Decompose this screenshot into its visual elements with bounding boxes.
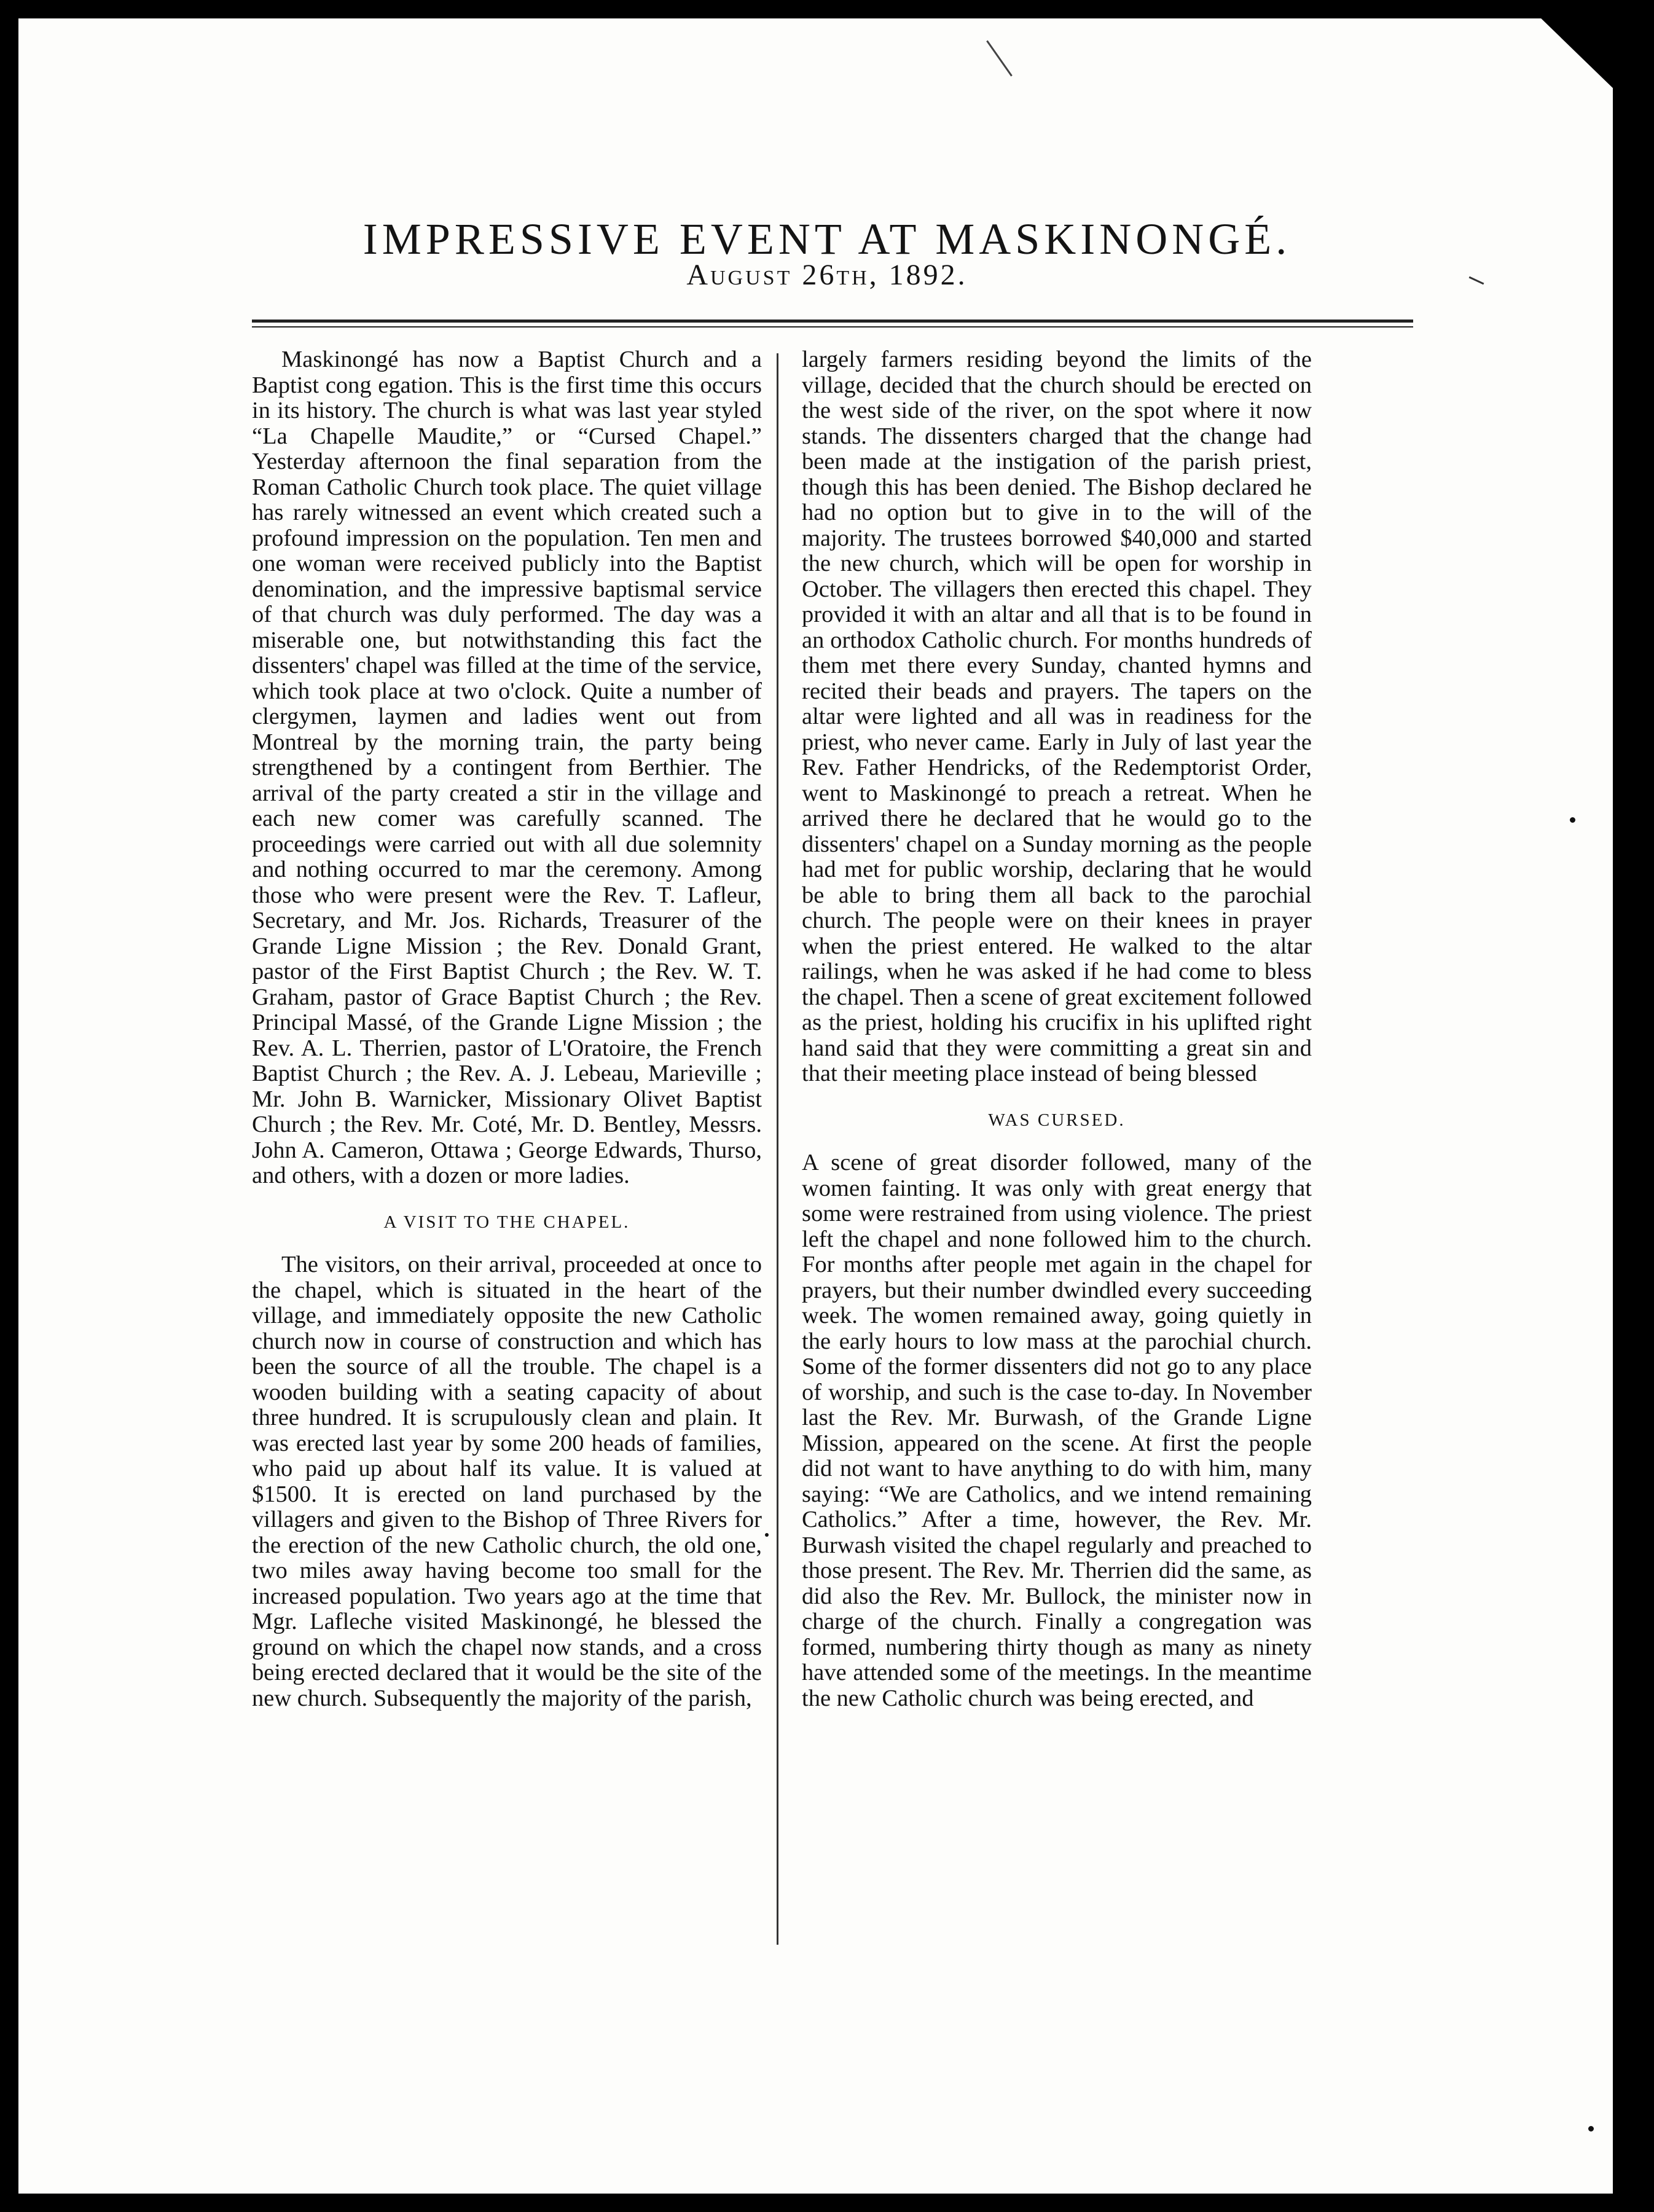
left-paragraph-2: The visitors, on their arrival, proceeded at once to the chapel, which is situated in the heart of the village, and immediately opposite the new Catholic church now in course of construction and which has been the source of all the trouble. The chapel is a wooden building with a seating capacity of about three hundred. It is scrupulously clean and plain. It was erected last year by some 200 heads of families, who paid up about half its value. It is valued at $1500. It is erected on land purchased by the villagers and given to the Bishop of Three Rivers for the erection of the new Catholic church, the old one, two miles away having become too small for the increased population. Two years ago at the time that Mgr. Lafleche visited Maskinongé, he blessed the ground on which the chapel now stands, and a cross being erected declared that it would be the site of the new church. Subsequently the majority of the parish,: [252, 1252, 762, 1711]
article-title: IMPRESSIVE EVENT AT MASKINONGÉ.: [363, 214, 1291, 264]
left-paragraph-1: Maskinongé has now a Baptist Church and a Baptist cong egation. This is the first time this occurs in its history. The church is what was last year styled “La Chapelle Maudite,” or “Cursed Chapel.” Yesterday afternoon the final separation from the Roman Catholic Church took place. The quiet village has rarely witnessed an event which created such a profound impression on the population. Ten men and one woman were received publicly into the Baptist denomination, and the impressive baptismal service of that church was duly performed. The day was a miserable one, but notwithstanding this fact the dissenters' chapel was filled at the time of the service, which took place at two o'clock. Quite a number of clergymen, laymen and ladies went out from Montreal by the morning train, the party being strengthened by a contingent from Berthier. The arrival of the party created a stir in the village and each new comer was carefully scanned. The proceedings were carried out with all due solemnity and nothing occurred to mar the ceremony. Among those who were present were the Rev. T. Lafleur, Secretary, and Mr. Jos. Richards, Treasurer of the Grande Ligne Mission ; the Rev. Donald Grant, pastor of the First Baptist Church ; the Rev. W. T. Graham, pastor of Grace Baptist Church ; the Rev. Principal Massé, of the Grande Ligne Mission ; the Rev. A. L. Therrien, pastor of L'Oratoire, the French Baptist Church ; the Rev. A. J. Lebeau, Marieville ; Mr. John B. Warnicker, Missionary Olivet Baptist Church ; the Rev. Mr. Coté, Mr. D. Bentley, Messrs. John A. Cameron, Ottawa ; George Edwards, Thurso, and others, with a dozen or more ladies.: [252, 347, 762, 1188]
right-paragraph-1: largely farmers residing beyond the limits of the village, decided that the church should be erected on the west side of the river, on the spot where it now stands. The dissenters charged that the change had been made at the instigation of the parish priest, though this has been denied. The Bishop declared he had no option but to give in to the will of the majority. The trustees borrowed $40,000 and started the new church, which will be open for worship in October. The villagers then erected this chapel. They provided it with an altar and all that is to be found in an orthodox Catholic church. For months hundreds of them met there every Sunday, chanted hymns and recited their beads and prayers. The tapers on the altar were lighted and all was in readiness for the priest, who never came. Early in July of last year the Rev. Father Hendricks, of the Redemptorist Order, went to Maskinongé to preach a retreat. When he arrived there he declared that he would go to the dissenters' chapel on a Sunday morning as the people had met for public worship, declaring that he would be able to bring them all back to the parochial church. The people were on their knees in prayer when the priest entered. He walked to the altar railings, when he was asked if he had come to bless the chapel. Then a scene of great excitement followed as the priest, holding his crucifix in his uplifted right hand said that they were committing a great sin and that their meeting place instead of being blessed: [802, 347, 1312, 1086]
left-column: [252, 347, 762, 1711]
scan-speck: [1588, 2126, 1594, 2132]
subheading-visit-chapel: A VISIT TO THE CHAPEL.: [383, 1212, 630, 1232]
subheading-was-cursed: WAS CURSED.: [988, 1110, 1126, 1130]
scan-speck: [1570, 817, 1575, 823]
header-rule-thin: [252, 326, 1413, 327]
column-divider: [777, 353, 778, 1945]
right-column: [802, 347, 1312, 1711]
article-date: August 26th, 1892.: [686, 259, 968, 291]
header-rule: [252, 320, 1413, 323]
right-paragraph-2: A scene of great disorder followed, many of the women fainting. It was only with great energy that some were restrained from using violence. The priest left the chapel and none followed him to the church. For months after people met again in the chapel for prayers, but their number dwindled every succeeding week. The women remained away, going quietly in the early hours to low mass at the parochial church. Some of the former dissenters did not go to any place of worship, and such is the case to-day. In November last the Rev. Mr. Burwash, of the Grande Ligne Mission, appeared on the scene. At first the people did not want to have anything to do with him, many saying: “We are Catholics, and we intend remaining Catholics.” After a time, however, the Rev. Mr. Burwash visited the chapel regularly and preached to those present. The Rev. Mr. Therrien did the same, as did also the Rev. Mr. Bullock, the minister now in charge of the church. Finally a congregation was formed, numbering thirty though as many as ninety have attended some of the meetings. In the meantime the new Catholic church was being erected, and: [802, 1150, 1312, 1711]
scan-speck: [765, 1533, 769, 1537]
